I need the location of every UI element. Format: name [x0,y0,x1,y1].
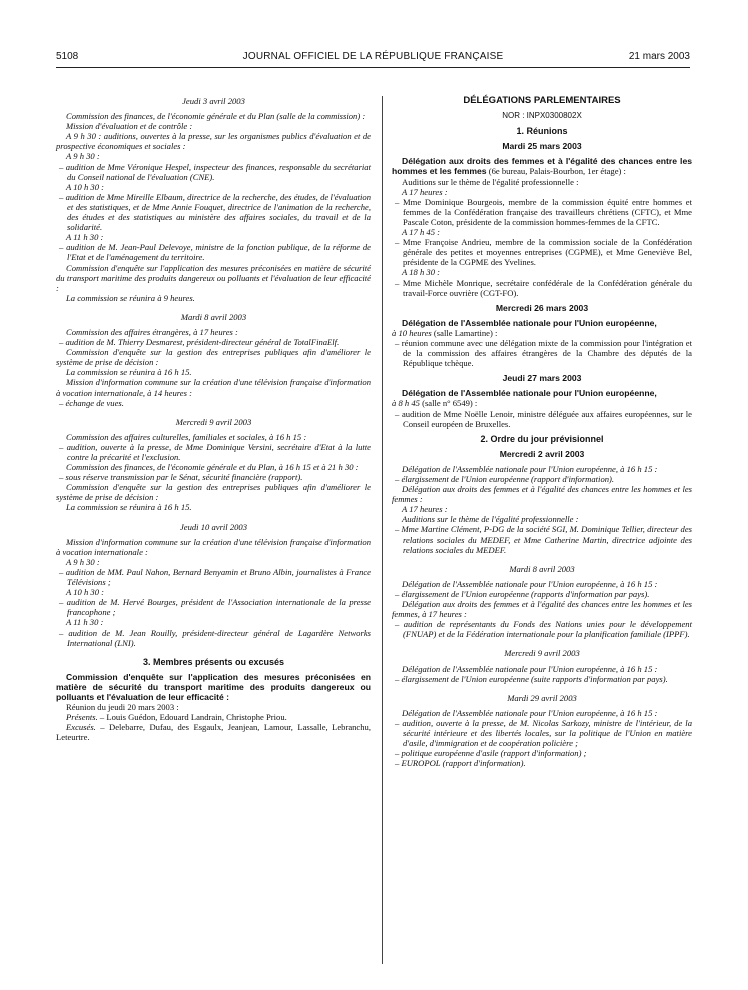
paragraph: Commission des finances, de l'économie générale et du Plan, à 16 h 15 et à 21 h 30 : [66,462,359,473]
paragraph: La commission se réunira à 16 h 15. [66,367,192,378]
meeting-time [392,328,692,338]
agenda-item: – audition de MM. Paul Nahon, Bernard Benyamin et Bruno Albin, journalistes à France Télévisions ; [59,566,371,588]
meeting-time-value: à 10 heures [392,327,432,338]
agenda-item: – audition de M. Thierry Desmarest, président-directeur général de TotalFinaElf. [59,337,340,348]
issue-date: 21 mars 2003 [628,51,690,62]
day-heading: Mardi 8 avril 2003 [180,311,247,322]
delegation-heading [392,156,692,176]
agenda-item: – politique européenne d'asile (rapport d'information) ; [395,748,587,759]
time-label: A 10 h 30 : [66,587,105,598]
paragraph: Commission des finances, de l'économie générale et du Plan (salle de la commission) : [66,111,366,122]
right-column [392,96,692,768]
paragraph: Réunion du jeudi 20 mars 2003 : [66,702,179,713]
time-label: A 9 h 30 : [66,151,100,162]
present-members [56,712,371,722]
nor-reference: NOR : INPX0300802X [502,111,582,121]
day-heading: Mardi 25 mars 2003 [502,141,582,152]
column-divider [382,96,383,964]
day-heading: Mercredi 9 avril 2003 [175,416,252,427]
paragraph: Délégation de l'Assemblée nationale pour l'Union européenne, à 16 h 15 : [402,663,658,674]
present-list: – Louis Guédon, Edouard Landrain, Christophe Priou. [97,712,287,723]
agenda-item: – audition, ouverte à la presse, de Mme Dominique Versini, secrétaire d'Etat à la lutte contre la précarité et l'exclusion. [59,441,371,462]
excused-label: Excusés. [66,722,96,733]
paragraph: La commission se réunira à 16 h 15. [66,502,192,513]
paragraph: Mission d'information commune sur la création d'une télévision française d'information à vocation internationale : [56,536,371,557]
paragraph: A 9 h 30 : auditions, ouvertes à la presse, sur les organismes publics d'évaluation et de prospective économiques et sociales : [56,131,371,152]
section-title: 1. Réunions [516,126,568,137]
paragraph: Commission d'enquête sur la gestion des entreprises publiques afin d'améliorer le système de prise de décision : [56,347,371,368]
meeting-time-value: à 8 h 45 [392,398,420,409]
paragraph: Mission d'évaluation et de contrôle : [66,121,193,132]
time-label: A 10 h 30 : [66,181,105,192]
delegation-name: Délégation de l'Assemblée nationale pour l'Union européenne, [402,317,657,328]
delegation-name: Délégation aux droits des femmes et à l'égalité des chances entre les hommes et les femmes [392,156,692,177]
agenda-item: – audition de Mme Mireille Elbaum, directrice de la recherche, des études, de l'évaluation et des statistiques, et de Mme Annie Fouquet, directrice de l'animation de la recherche, des études et des statistiques au ministère des affaires sociales, du travail et de la solidarité. [59,191,371,233]
agenda-item: – audition de Mme Noëlle Lenoir, ministre déléguée aux affaires européennes, sur le Conseil européen de Bruxelles. [395,408,692,429]
agenda-item: – audition de M. Jean Rouilly, président-directeur général de Lagardère Networks International (LNI). [59,627,371,648]
agenda-item: – audition de représentants du Fonds des Nations unies pour le développement (FNUAP) et de la Fédération internationale pour la planification familiale (IPPF). [395,619,692,640]
paragraph: Commission des affaires culturelles, familiales et sociales, à 16 h 15 : [66,431,307,442]
day-heading: Mardi 8 avril 2003 [509,563,575,574]
delegation-location: (6e bureau, Palais-Bourbon, 1er étage) : [486,166,626,177]
day-heading: Mardi 29 avril 2003 [507,692,577,703]
meeting-room: (salle n° 6549) : [419,398,478,409]
day-heading: Mercredi 2 avril 2003 [499,448,585,459]
section-subheading: Commission d'enquête sur l'application des mesures préconisées en matière de sécurité du transport maritime des produits dangereux ou polluants et l'évaluation de leur efficacité : [56,671,371,702]
paragraph: La commission se réunira à 9 heures. [66,292,195,303]
left-column [56,96,371,742]
paragraph: Commission d'enquête sur la gestion des entreprises publiques afin d'améliorer le système de prise de décision : [56,482,371,503]
time-label: A 11 h 30 : [66,617,104,628]
agenda-item: – Mme Dominique Bourgeois, membre de la commission équité entre hommes et femmes de la Confédération française des travailleurs chrétiens (CFTC), et Mme Pascale Coton, présidente de la commission hommes-femmes de la CFTC. [395,196,692,227]
paragraph: Commission des affaires étrangères, à 17 heures : [66,326,238,337]
time-label: A 18 h 30 : [402,267,441,278]
agenda-item: – Mme Françoise Andrieu, membre de la commission sociale de la Confédération générale des petites et moyennes entreprises (CGPME), et Mme Geneviève Bel, présidente de la CGPME des Yvelines. [395,237,692,268]
time-label: A 17 h 45 : [402,227,441,238]
agenda-item: – Mme Martine Clément, P-DG de la société SGI, M. Dominique Tellier, directeur des relations sociales du MEDEF, et Mme Catherine Martin, directrice adjointe des relations sociales du MEDEF. [395,524,692,555]
agenda-item: – EUROPOL (rapport d'information). [395,758,526,769]
paragraph: Mission d'information commune sur la création d'une télévision française d'information à vocation internationale, à 14 heures : [56,377,371,398]
present-label: Présents. [66,712,98,723]
paragraph: Auditions sur le thème de l'égalité professionnelle : [402,176,579,187]
agenda-item: – audition de M. Hervé Bourges, président de l'Association internationale de la presse francophone ; [59,597,371,618]
meeting-time [392,398,692,408]
day-heading: Jeudi 27 mars 2003 [502,373,582,384]
delegation-name: Délégation de l'Assemblée nationale pour l'Union européenne, [402,388,657,399]
day-heading: Mercredi 26 mars 2003 [495,302,589,313]
agenda-item: – élargissement de l'Union européenne (rapports d'information par pays). [395,588,650,599]
meeting-room: (salle Lamartine) : [431,327,498,338]
day-heading: Jeudi 3 avril 2003 [182,96,245,106]
section-title: DÉLÉGATIONS PARLEMENTAIRES [463,95,621,106]
header-rule [56,67,690,68]
agenda-item: – audition de Mme Véronique Hespel, inspecteur des finances, responsable du secrétariat du Conseil national de l'évaluation (CNE). [59,161,371,182]
section-title: 3. Membres présents ou excusés [142,656,285,667]
paragraph: Auditions sur le thème de l'égalité professionnelle : [402,514,579,525]
time-label: A 17 heures : [402,504,448,515]
agenda-item: – réunion commune avec une délégation mixte de la commission pour l'intégration et de la commission des affaires étrangères de la Chambre des députés de la République tchèque. [395,337,692,369]
paragraph: Délégation aux droits des femmes et à l'égalité des chances entre les hommes et les femmes : [392,484,692,505]
paragraph: Délégation aux droits des femmes et à l'égalité des chances entre les hommes et les femmes, à 17 heures : [392,599,692,620]
paragraph: Commission d'enquête sur l'application des mesures préconisées en matière de sécurité du transport maritime des produits dangereux ou polluants et l'évaluation de leur efficacité : [56,262,371,293]
time-label: A 9 h 30 : [66,556,100,567]
paragraph: Délégation de l'Assemblée nationale pour l'Union européenne, à 16 h 15 : [402,463,658,474]
agenda-item: – échange de vues. [59,397,124,408]
agenda-item: – élargissement de l'Union européenne (rapport d'information). [395,474,615,484]
agenda-item: – sous réserve transmission par le Sénat, sécurité financière (rapport). [59,472,303,483]
page-number: 5108 [56,51,79,62]
day-heading: Jeudi 10 avril 2003 [179,521,248,532]
time-label: A 17 heures : [402,186,448,197]
agenda-item: – audition, ouverte à la presse, de M. Nicolas Sarkozy, ministre de l'intérieur, de la sécurité intérieure et des libertés locales, sur la politique de l'Union en matière d'asile, d'immigration et de coopération policière ; [395,717,692,749]
page-header [56,51,690,65]
section-title: 2. Ordre du jour prévisionnel [480,433,604,444]
agenda-item: – audition de M. Jean-Paul Delevoye, ministre de la fonction publique, de la réforme de l'Etat et de l'aménagement du territoire. [59,242,371,263]
paragraph: Délégation de l'Assemblée nationale pour l'Union européenne, à 16 h 15 : [402,707,658,718]
day-heading: Mercredi 9 avril 2003 [504,648,580,659]
journal-title: JOURNAL OFFICIEL DE LA RÉPUBLIQUE FRANÇAISE [242,51,504,62]
excused-list: – Delebarre, Dufau, des Esgaulx, Jeanjean, Lamour, Lassalle, Lebranchu, Leteurtre. [56,722,371,743]
agenda-item: – élargissement de l'Union européenne (suite rapports d'information par pays). [395,673,668,684]
excused-members [56,722,371,742]
time-label: A 11 h 30 : [66,232,104,243]
agenda-item: – Mme Michèle Monrique, secrétaire confédérale de la Confédération générale du travail-Force ouvrière (CGT-FO). [395,277,692,298]
paragraph: Délégation de l'Assemblée nationale pour l'Union européenne, à 16 h 15 : [402,578,658,589]
